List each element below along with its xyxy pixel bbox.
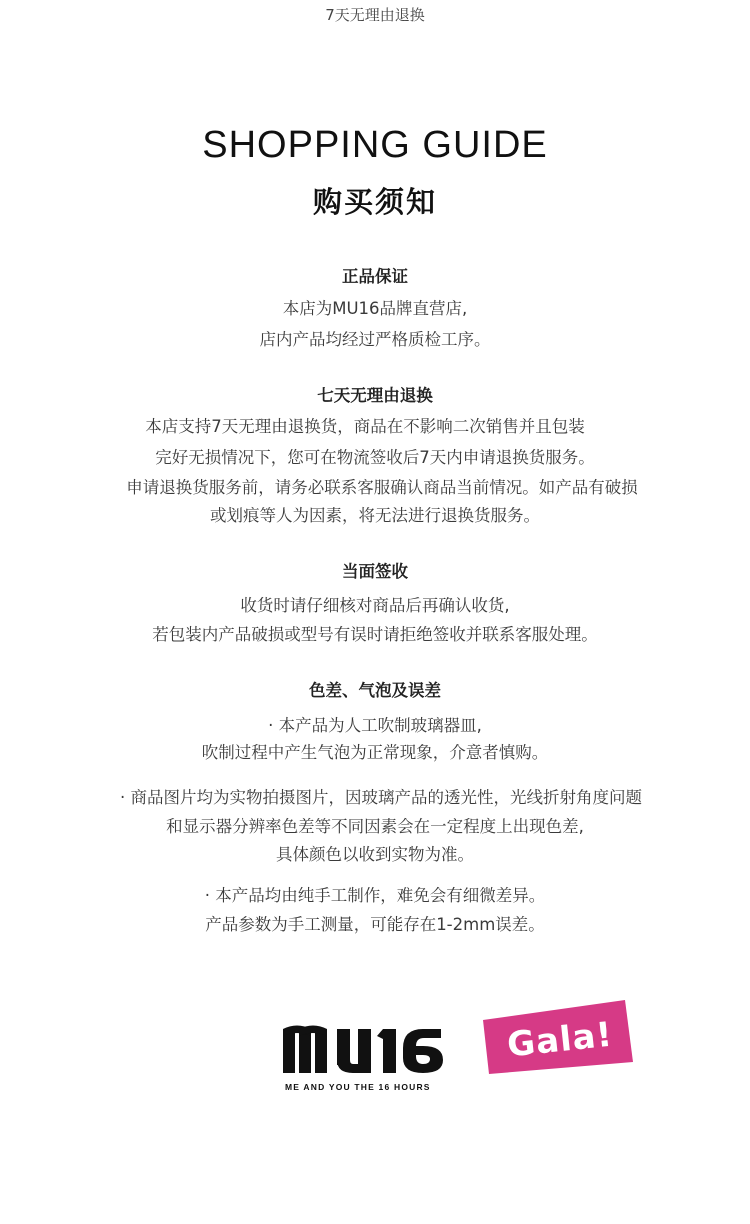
signing-line: 收货时请仔细核对商品后再确认收货, [240, 596, 510, 615]
mu16-wordmark-graphic [283, 1026, 443, 1074]
gala-badge-text: Gala! [505, 1014, 615, 1066]
section-heading-color-diff: 色差、气泡及误差 [309, 681, 441, 700]
brand-tagline: ME AND YOU THE 16 HOURS [285, 1082, 431, 1092]
color-diff-line: 具体颜色以收到实物为准。 [276, 845, 474, 864]
color-diff-line: 吹制过程中产生气泡为正常现象，介意者慎购。 [201, 743, 549, 762]
returns-line: 完好无损情况下，您可在物流签收后7天内申请退换货服务。 [155, 448, 595, 467]
color-diff-line: 产品参数为手工测量，可能存在1-2mm误差。 [205, 915, 545, 934]
color-diff-line: 和显示器分辨率色差等不同因素会在一定程度上出现色差, [166, 817, 584, 836]
section-heading-returns: 七天无理由退换 [317, 386, 433, 405]
color-diff-line: · 本产品均由纯手工制作，难免会有细微差异。 [204, 886, 546, 905]
section-heading-authentic: 正品保证 [342, 267, 408, 286]
returns-line: 或划痕等人为因素，将无法进行退换货服务。 [210, 506, 540, 525]
guide-title-cn: 购买须知 [312, 185, 437, 219]
top-caption: 7天无理由退换 [325, 6, 425, 24]
returns-line: 申请退换货服务前，请务必联系客服确认商品当前情况。如产品有破损 [126, 478, 638, 497]
authentic-line: 本店为MU16品牌直营店, [282, 299, 468, 318]
returns-line: 本店支持7天无理由退换货，商品在不影响二次销售并且包装 [145, 417, 585, 436]
brand-logo [283, 998, 643, 1098]
signing-line: 若包装内产品破损或型号有误时请拒绝签收并联系客服处理。 [152, 625, 598, 644]
color-diff-line: · 本产品为人工吹制玻璃器皿, [268, 716, 482, 735]
guide-title-en: SHOPPING GUIDE [202, 124, 548, 166]
section-heading-signing: 当面签收 [342, 562, 408, 581]
authentic-line: 店内产品均经过严格质检工序。 [259, 330, 491, 349]
color-diff-line: · 商品图片均为实物拍摄图片，因玻璃产品的透光性，光线折射角度问题 [120, 788, 642, 807]
